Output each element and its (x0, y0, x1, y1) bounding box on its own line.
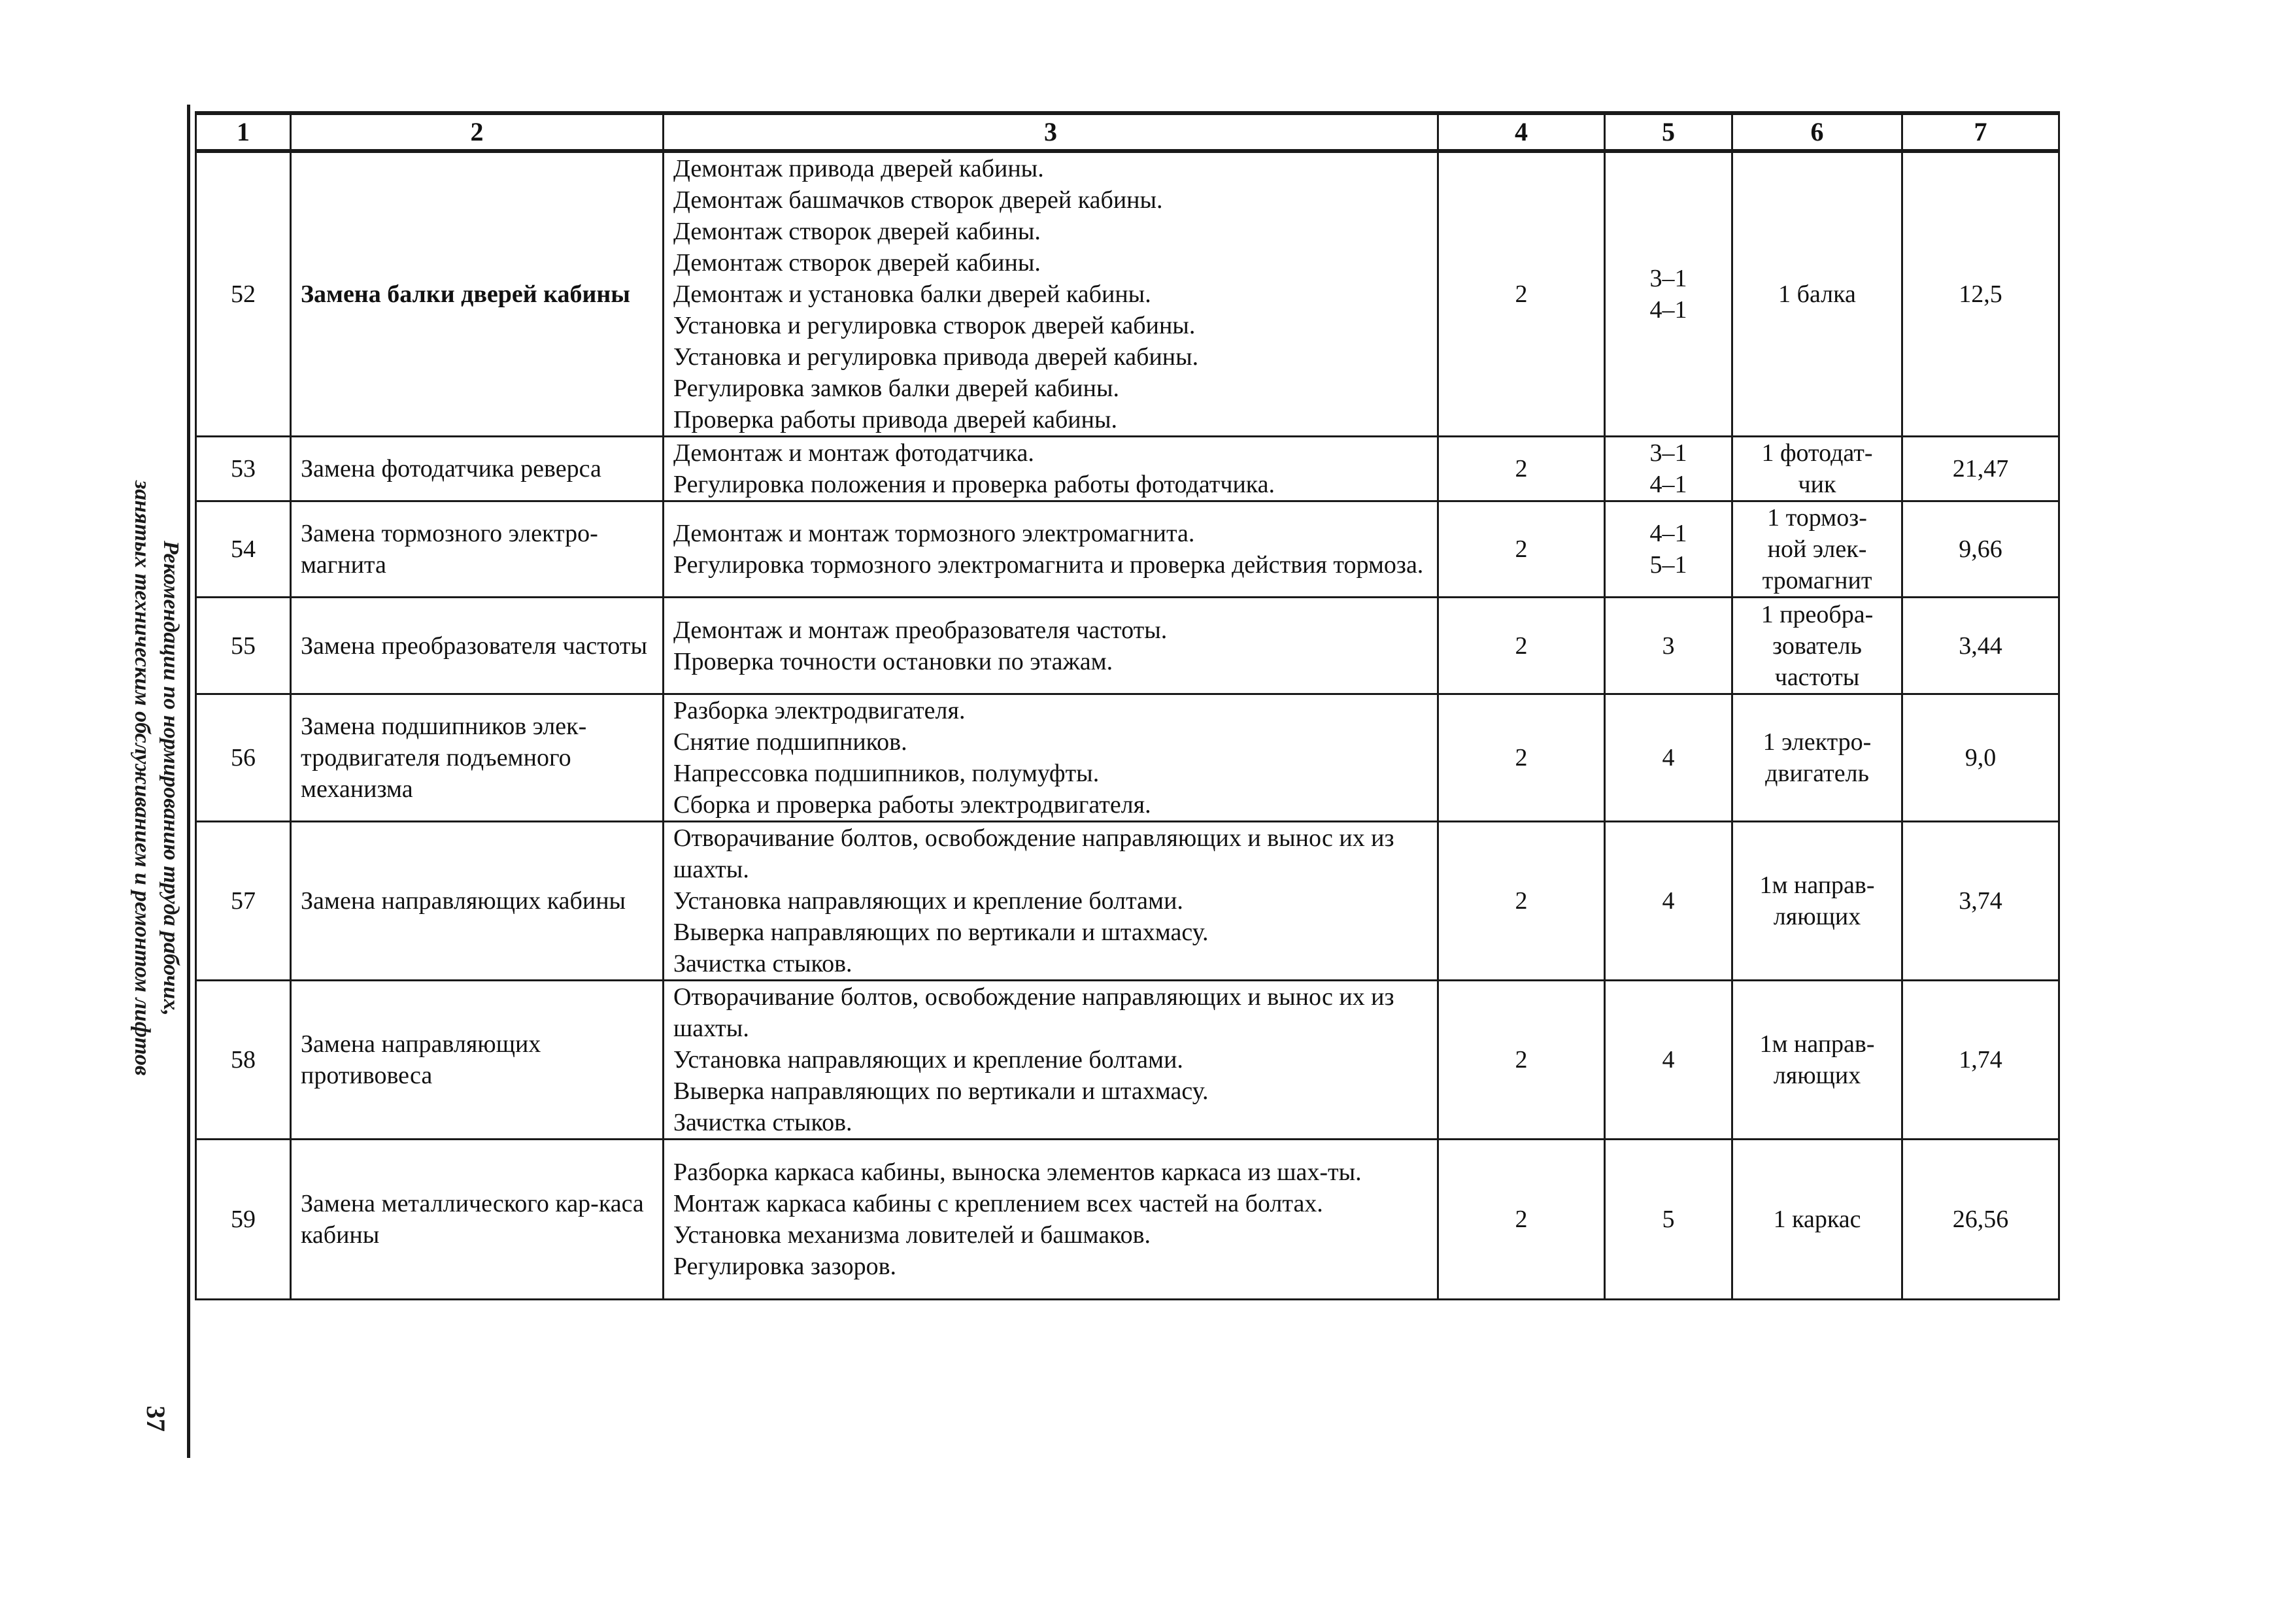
work-name-cell: Замена металлического кар-каса кабины (291, 1140, 664, 1300)
operations-cell (664, 1140, 1438, 1300)
category-line: 3–1 (1649, 439, 1687, 467)
unit-line: 1м направ- (1759, 871, 1875, 899)
operation-line: Разборка электродвигателя. (673, 697, 966, 724)
side-note (127, 418, 185, 1138)
category-line: 4 (1662, 1046, 1675, 1074)
table-row (196, 694, 2059, 822)
row-number-cell: 53 (196, 437, 291, 501)
norm-cell: 26,56 (1902, 1140, 2059, 1300)
work-name-cell: Замена тормозного электро-магнита (291, 501, 664, 598)
operation-line: Регулировка замков балки дверей кабины. (673, 375, 1120, 402)
operation-line: Проверка работы привода дверей кабины. (673, 406, 1117, 433)
unit-line: 1 каркас (1773, 1206, 1861, 1233)
grade-cell: 2 (1438, 1140, 1605, 1300)
category-line: 5–1 (1649, 551, 1687, 579)
row-number-cell: 59 (196, 1140, 291, 1300)
operations-cell (664, 151, 1438, 437)
operation-line: Регулировка зазоров. (673, 1253, 897, 1280)
grade-cell: 2 (1438, 598, 1605, 694)
unit-cell (1732, 981, 1902, 1140)
operation-line: Установка направляющих и крепление болтами. (673, 1046, 1183, 1074)
category-line: 3–1 (1649, 265, 1687, 292)
category-cell (1605, 981, 1732, 1140)
unit-line: 1 тормоз- (1767, 504, 1867, 532)
operation-line: Отворачивание болтов, освобождение направляющих и вынос их из шахты. (673, 983, 1394, 1042)
row-number-cell: 54 (196, 501, 291, 598)
operations-cell (664, 437, 1438, 501)
side-note-line-1: Рекомендации по нормированию труда рабочих, (159, 540, 183, 1016)
table-row (196, 822, 2059, 981)
row-number-cell: 58 (196, 981, 291, 1140)
row-number-cell: 56 (196, 694, 291, 822)
grade-cell: 2 (1438, 822, 1605, 981)
operation-line: Проверка точности остановки по этажам. (673, 647, 1113, 675)
col-header-1: 1 (196, 113, 291, 151)
operations-cell (664, 501, 1438, 598)
unit-cell (1732, 151, 1902, 437)
category-line: 4 (1662, 887, 1675, 915)
operation-line: Выверка направляющих по вертикали и штахмасу. (673, 1077, 1209, 1105)
unit-line: 1м направ- (1759, 1030, 1875, 1058)
operation-line: Демонтаж створок дверей кабины. (673, 249, 1041, 277)
work-name-cell: Замена подшипников элек-тродвигателя подъемного механизма (291, 694, 664, 822)
operation-line: Демонтаж башмачков створок дверей кабины. (673, 186, 1163, 214)
operation-line: Регулировка положения и проверка работы фотодатчика. (673, 471, 1275, 498)
category-cell (1605, 501, 1732, 598)
unit-cell (1732, 501, 1902, 598)
unit-line: чик (1798, 471, 1836, 498)
category-line: 4–1 (1649, 471, 1687, 498)
category-line: 3 (1662, 632, 1675, 660)
table-body (196, 151, 2059, 1300)
category-cell (1605, 1140, 1732, 1300)
table-row (196, 501, 2059, 598)
operation-line: Установка механизма ловителей и башмаков. (673, 1221, 1151, 1249)
col-header-4: 4 (1438, 113, 1605, 151)
norm-cell: 3,44 (1902, 598, 2059, 694)
col-header-3: 3 (664, 113, 1438, 151)
category-line: 4 (1662, 744, 1675, 771)
col-header-7: 7 (1902, 113, 2059, 151)
side-note-line-2: занятых техническим обслуживанием и ремонтом лифтов (130, 480, 154, 1076)
page-number: 37 (141, 1406, 171, 1432)
row-number-cell: 52 (196, 151, 291, 437)
grade-cell: 2 (1438, 501, 1605, 598)
operation-line: Зачистка стыков. (673, 1109, 852, 1136)
grade-cell: 2 (1438, 981, 1605, 1140)
work-name-cell: Замена балки дверей кабины (291, 151, 664, 437)
operation-line: Напрессовка подшипников, полумуфты. (673, 760, 1100, 787)
category-line: 4–1 (1649, 296, 1687, 324)
operation-line: Разборка каркаса кабины, выноска элементов каркаса из шах-ты. (673, 1159, 1362, 1186)
table-row (196, 1140, 2059, 1300)
operation-line: Установка и регулировка привода дверей кабины. (673, 343, 1199, 371)
category-cell (1605, 437, 1732, 501)
unit-line: ляющих (1773, 1062, 1861, 1089)
norm-cell: 12,5 (1902, 151, 2059, 437)
work-name-cell: Замена преобразователя частоты (291, 598, 664, 694)
operations-table (195, 111, 2060, 1300)
col-header-6: 6 (1732, 113, 1902, 151)
unit-line: зователь (1772, 632, 1862, 660)
unit-line: двигатель (1765, 760, 1869, 787)
operation-line: Установка и регулировка створок дверей кабины. (673, 312, 1196, 339)
operations-cell (664, 981, 1438, 1140)
unit-cell (1732, 1140, 1902, 1300)
unit-line: частоты (1774, 663, 1860, 691)
operation-line: Снятие подшипников. (673, 728, 907, 756)
operations-cell (664, 598, 1438, 694)
norm-cell: 3,74 (1902, 822, 2059, 981)
operation-line: Установка направляющих и крепление болтами. (673, 887, 1183, 915)
unit-line: тромагнит (1762, 567, 1872, 594)
header-row (196, 113, 2059, 151)
table-row (196, 981, 2059, 1140)
col-header-2: 2 (291, 113, 664, 151)
unit-line: 1 фотодат- (1761, 439, 1873, 467)
unit-line: 1 электро- (1763, 728, 1872, 756)
operation-line: Демонтаж привода дверей кабины. (673, 155, 1044, 182)
operation-line: Зачистка стыков. (673, 950, 852, 977)
category-cell (1605, 694, 1732, 822)
operation-line: Демонтаж и монтаж тормозного электромагнита. (673, 520, 1195, 547)
work-name-cell: Замена фотодатчика реверса (291, 437, 664, 501)
norm-cell: 9,66 (1902, 501, 2059, 598)
category-line: 5 (1662, 1206, 1675, 1233)
table-row (196, 151, 2059, 437)
unit-line: ляющих (1773, 903, 1861, 930)
norm-cell: 9,0 (1902, 694, 2059, 822)
category-cell (1605, 151, 1732, 437)
operation-line: Сборка и проверка работы электродвигателя. (673, 791, 1151, 819)
unit-cell (1732, 437, 1902, 501)
col-header-5: 5 (1605, 113, 1732, 151)
row-number-cell: 57 (196, 822, 291, 981)
operation-line: Демонтаж и монтаж преобразователя частоты. (673, 616, 1168, 644)
category-cell (1605, 598, 1732, 694)
operation-line: Выверка направляющих по вертикали и штахмасу. (673, 919, 1209, 946)
operation-line: Демонтаж и установка балки дверей кабины. (673, 280, 1151, 308)
grade-cell: 2 (1438, 694, 1605, 822)
operations-cell (664, 694, 1438, 822)
norm-cell: 21,47 (1902, 437, 2059, 501)
work-name-cell: Замена направляющих противовеса (291, 981, 664, 1140)
operation-line: Демонтаж створок дверей кабины. (673, 218, 1041, 245)
operation-line: Регулировка тормозного электромагнита и проверка действия тормоза. (673, 551, 1424, 579)
grade-cell: 2 (1438, 437, 1605, 501)
unit-cell (1732, 822, 1902, 981)
category-line: 4–1 (1649, 520, 1687, 547)
work-name-cell: Замена направляющих кабины (291, 822, 664, 981)
unit-cell (1732, 598, 1902, 694)
table-row (196, 437, 2059, 501)
table-row (196, 598, 2059, 694)
operations-cell (664, 822, 1438, 981)
margin-rule (187, 105, 190, 1458)
row-number-cell: 55 (196, 598, 291, 694)
norm-cell: 1,74 (1902, 981, 2059, 1140)
unit-cell (1732, 694, 1902, 822)
category-cell (1605, 822, 1732, 981)
unit-line: ной элек- (1767, 535, 1867, 563)
operation-line: Демонтаж и монтаж фотодатчика. (673, 439, 1034, 467)
grade-cell: 2 (1438, 151, 1605, 437)
operation-line: Монтаж каркаса кабины с креплением всех частей на болтах. (673, 1190, 1323, 1217)
operation-line: Отворачивание болтов, освобождение направляющих и вынос их из шахты. (673, 824, 1394, 883)
unit-line: 1 преобра- (1761, 600, 1874, 628)
unit-line: 1 балка (1778, 280, 1856, 308)
